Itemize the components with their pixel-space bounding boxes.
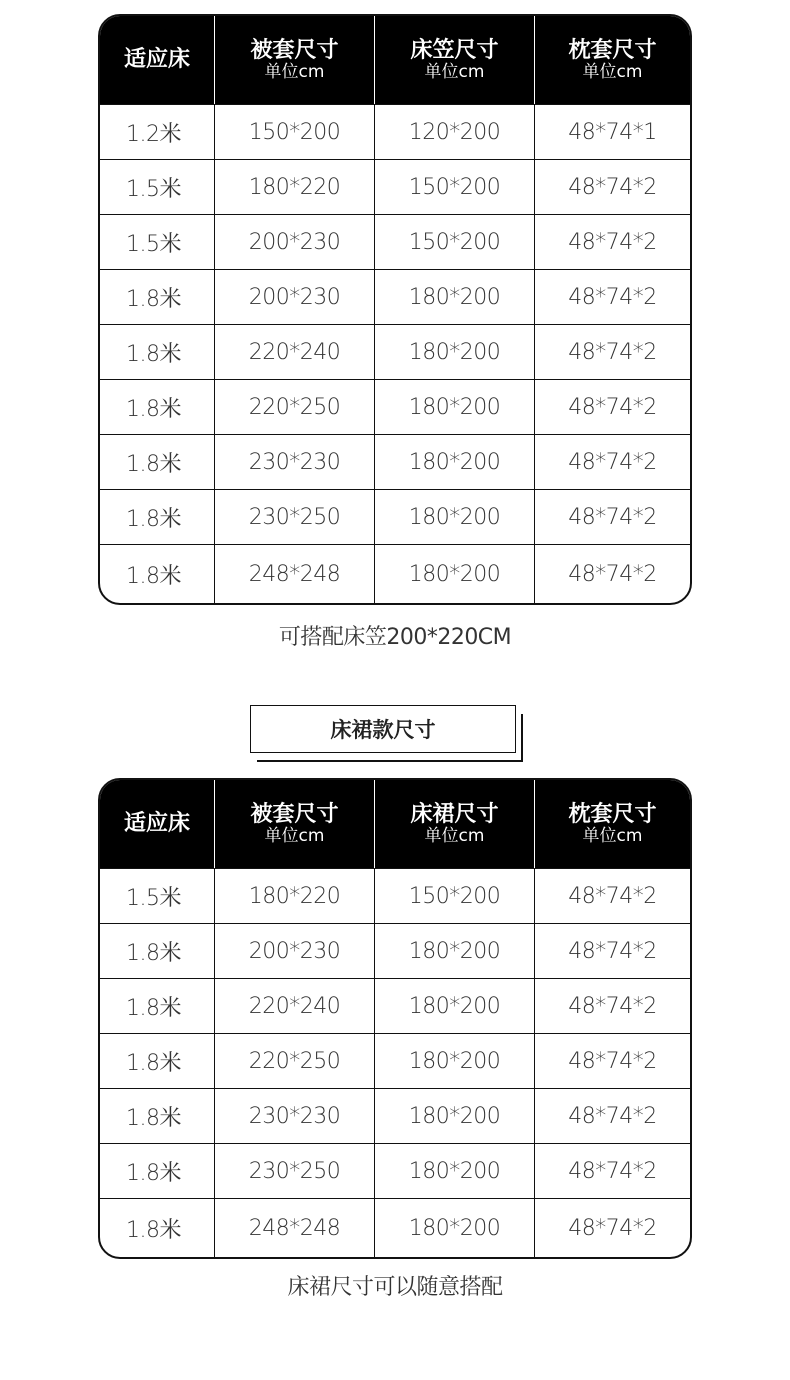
size-cell: 220*240 (214, 325, 374, 379)
table-row (100, 104, 690, 159)
section-label-bed-skirt: 床裙款尺寸 (250, 705, 516, 753)
size-cell: 48*74*1 (534, 105, 690, 159)
bed-size-cell: 1.8米 (126, 451, 181, 477)
size-cell: 48*74*2 (534, 1089, 690, 1143)
size-cell: 230*230 (214, 1089, 374, 1143)
size-cell: 180*220 (214, 869, 374, 923)
bed-size-cell: 1.8米 (126, 1050, 181, 1076)
header-unit: 单位cm (264, 825, 325, 846)
size-cell: 220*250 (214, 380, 374, 434)
header-unit: 单位cm (264, 61, 325, 82)
header-cell (100, 16, 214, 104)
size-cell: 48*74*2 (534, 325, 690, 379)
bed-size-cell: 1.8米 (126, 995, 181, 1021)
size-cell: 200*230 (214, 215, 374, 269)
size-cell: 48*74*2 (534, 924, 690, 978)
size-table-fitted-sheet (98, 14, 692, 605)
table-header-row (100, 780, 690, 868)
table-row (100, 1088, 690, 1143)
header-cell (534, 16, 690, 104)
table-row (100, 434, 690, 489)
table-row (100, 978, 690, 1033)
size-cell: 180*200 (374, 325, 534, 379)
table2-note: 床裙尺寸可以随意搭配 (287, 1275, 503, 1300)
bed-size-cell: 1.5米 (126, 176, 181, 202)
header-title: 枕套尺寸 (568, 37, 657, 63)
size-cell: 48*74*2 (534, 869, 690, 923)
header-title: 被套尺寸 (250, 37, 339, 63)
size-cell: 180*200 (374, 1144, 534, 1198)
bed-size-cell: 1.8米 (126, 1217, 181, 1243)
size-cell: 220*250 (214, 1034, 374, 1088)
bed-size-cell: 1.8米 (126, 341, 181, 367)
table-header-row (100, 16, 690, 104)
size-cell: 180*200 (374, 1034, 534, 1088)
header-title: 床裙尺寸 (410, 801, 499, 827)
size-table-bed-skirt (98, 778, 692, 1259)
header-cell (214, 16, 374, 104)
header-title: 床笠尺寸 (410, 37, 499, 63)
size-cell: 48*74*2 (534, 1144, 690, 1198)
size-cell: 248*248 (214, 545, 374, 603)
header-unit: 单位cm (582, 825, 643, 846)
size-cell: 180*200 (374, 924, 534, 978)
size-cell: 180*200 (374, 979, 534, 1033)
size-cell: 48*74*2 (534, 160, 690, 214)
bed-size-cell: 1.8米 (126, 940, 181, 966)
size-cell: 180*200 (374, 1199, 534, 1257)
size-cell: 48*74*2 (534, 490, 690, 544)
size-cell: 150*200 (374, 869, 534, 923)
bed-size-cell: 1.8米 (126, 563, 181, 589)
size-cell: 48*74*2 (534, 1199, 690, 1257)
size-cell: 48*74*2 (534, 215, 690, 269)
table-row (100, 159, 690, 214)
bed-size-cell: 1.5米 (126, 885, 181, 911)
size-cell: 180*200 (374, 380, 534, 434)
size-cell: 48*74*2 (534, 979, 690, 1033)
size-cell: 48*74*2 (534, 1034, 690, 1088)
size-cell: 150*200 (374, 215, 534, 269)
header-unit: 单位cm (424, 61, 485, 82)
header-title: 适应床 (123, 811, 190, 837)
header-cell (100, 780, 214, 868)
header-cell (214, 780, 374, 868)
bed-size-cell: 1.2米 (126, 121, 181, 147)
header-title: 枕套尺寸 (568, 801, 657, 827)
table-row (100, 1198, 690, 1257)
header-title: 被套尺寸 (250, 801, 339, 827)
table-row (100, 1033, 690, 1088)
table-row (100, 923, 690, 978)
size-cell: 150*200 (374, 160, 534, 214)
header-unit: 单位cm (424, 825, 485, 846)
bed-size-cell: 1.8米 (126, 286, 181, 312)
size-cell: 200*230 (214, 270, 374, 324)
size-cell: 150*200 (214, 105, 374, 159)
size-cell: 48*74*2 (534, 380, 690, 434)
size-cell: 48*74*2 (534, 435, 690, 489)
size-cell: 230*230 (214, 435, 374, 489)
header-cell (534, 780, 690, 868)
table-row (100, 214, 690, 269)
size-cell: 230*250 (214, 1144, 374, 1198)
header-cell (374, 780, 534, 868)
size-cell: 180*200 (374, 1089, 534, 1143)
table-row (100, 544, 690, 603)
size-cell: 248*248 (214, 1199, 374, 1257)
table-row (100, 868, 690, 923)
size-cell: 200*230 (214, 924, 374, 978)
bed-size-cell: 1.8米 (126, 506, 181, 532)
table1-note: 可搭配床笠200*220CM (278, 625, 512, 650)
header-cell (374, 16, 534, 104)
size-cell: 230*250 (214, 490, 374, 544)
bed-size-cell: 1.8米 (126, 396, 181, 422)
size-cell: 48*74*2 (534, 270, 690, 324)
table-row (100, 269, 690, 324)
size-cell: 120*200 (374, 105, 534, 159)
size-cell: 180*200 (374, 545, 534, 603)
size-cell: 180*200 (374, 270, 534, 324)
size-cell: 180*200 (374, 435, 534, 489)
size-cell: 220*240 (214, 979, 374, 1033)
bed-size-cell: 1.8米 (126, 1105, 181, 1131)
header-title: 适应床 (123, 47, 190, 73)
table-row (100, 324, 690, 379)
size-cell: 48*74*2 (534, 545, 690, 603)
bed-size-cell: 1.8米 (126, 1160, 181, 1186)
size-cell: 180*200 (374, 490, 534, 544)
bed-size-cell: 1.5米 (126, 231, 181, 257)
table-row (100, 379, 690, 434)
header-unit: 单位cm (582, 61, 643, 82)
table-row (100, 489, 690, 544)
table-row (100, 1143, 690, 1198)
size-cell: 180*220 (214, 160, 374, 214)
